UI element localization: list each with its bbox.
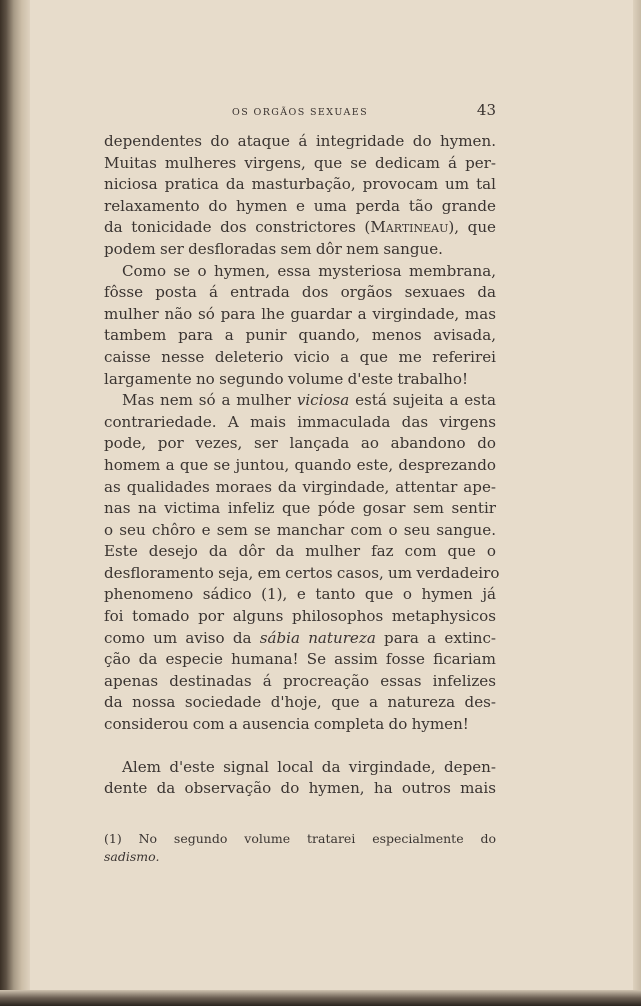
italic-viciosa: viciosa: [296, 391, 350, 410]
paragraph-2: [104, 261, 496, 391]
text-line: dente da observação do hymen, ha outros mais: [104, 779, 496, 798]
paragraph-4: [104, 757, 496, 800]
text-line: considerou com a ausencia completa do hymen!: [104, 715, 469, 734]
text-line: mulher não só para lhe guardar a virgindade, mas: [104, 304, 496, 323]
text-line: Este desejo da dôr da mulher faz com que o: [104, 542, 496, 561]
paragraph-3: [104, 390, 500, 736]
text-line: homem a que se juntou, quando este, desprezando: [104, 455, 496, 474]
text-line: relaxamento do hymen e uma perda tão grande: [104, 196, 496, 215]
footnote: [104, 830, 496, 865]
body-text: [104, 131, 500, 800]
author-name-martineau: Martineau: [370, 218, 449, 237]
text-fragment: como um aviso da: [104, 628, 260, 647]
italic-sabia-natureza: sábia natureza: [259, 628, 376, 647]
footnote-line-italic: sadismo.: [104, 848, 160, 864]
text-line: pode, por vezes, ser lançada ao abandono do: [104, 434, 496, 453]
text-line: as qualidades moraes da virgindade, attentar ape-: [104, 477, 496, 496]
text-line: nas na victima infeliz que póde gosar sem sentir: [104, 499, 496, 518]
text-line: ção da especie humana! Se assim fosse ficariam: [104, 650, 496, 669]
text-line: phenomeno sádico (1), e tanto que o hymen já: [104, 585, 496, 604]
running-head: OS ORGÃOS SEXUAES: [232, 107, 369, 118]
text-fragment: Mas nem só a mulher: [122, 391, 297, 410]
text-line: [104, 390, 496, 412]
text-line: Muitas mulheres virgens, que se dedicam á per-: [104, 153, 496, 172]
footnote-line: (1) No segundo volume tratarei especialmente do: [104, 831, 496, 846]
text-fragment: da tonicidade dos constrictores (: [104, 218, 371, 237]
page-header: [104, 101, 496, 123]
text-line: Como se o hymen, essa mysteriosa membrana,: [122, 261, 496, 280]
text-line: da nossa sociedade d'hoje, que a natureza des-: [104, 693, 496, 712]
paragraph-gap: [104, 736, 496, 757]
text-line: [104, 628, 496, 650]
text-fragment: para a extinc-: [375, 628, 497, 647]
text-fragment: ), que: [448, 218, 496, 237]
text-line: fôsse posta á entrada dos orgãos sexuaes da: [104, 283, 496, 302]
page-number: 43: [476, 101, 496, 119]
text-line: niciosa pratica da masturbação, provocam um tal: [104, 175, 496, 194]
paragraph-1: [104, 131, 496, 261]
text-fragment: está sujeita a esta: [349, 391, 496, 410]
text-line: dependentes do ataque á integridade do hymen.: [104, 132, 496, 150]
page-edge-right: [633, 0, 641, 1006]
text-line: Alem d'este signal local da virgindade, depen-: [122, 757, 496, 776]
text-line: contrariedade. A mais immaculada das virgens: [104, 412, 496, 431]
text-line: [104, 217, 496, 239]
text-line: foi tomado por alguns philosophos metaphysicos: [104, 607, 496, 626]
page-edge-bottom: [0, 990, 641, 1006]
text-line: tambem para a punir quando, menos avisada,: [104, 326, 496, 345]
text-line: caisse nesse deleterio vicio a que me referirei: [104, 347, 496, 366]
text-line: podem ser desfloradas sem dôr nem sangue.: [104, 239, 443, 258]
text-line: desfloramento seja, em certos casos, um verdadeiro: [104, 563, 500, 582]
text-line: apenas destinadas á procreação essas infelizes: [104, 671, 496, 690]
text-line: o seu chôro e sem se manchar com o seu sangue.: [104, 520, 496, 539]
book-gutter: [0, 0, 30, 1006]
text-line: largamente no segundo volume d'este trabalho!: [104, 369, 469, 388]
